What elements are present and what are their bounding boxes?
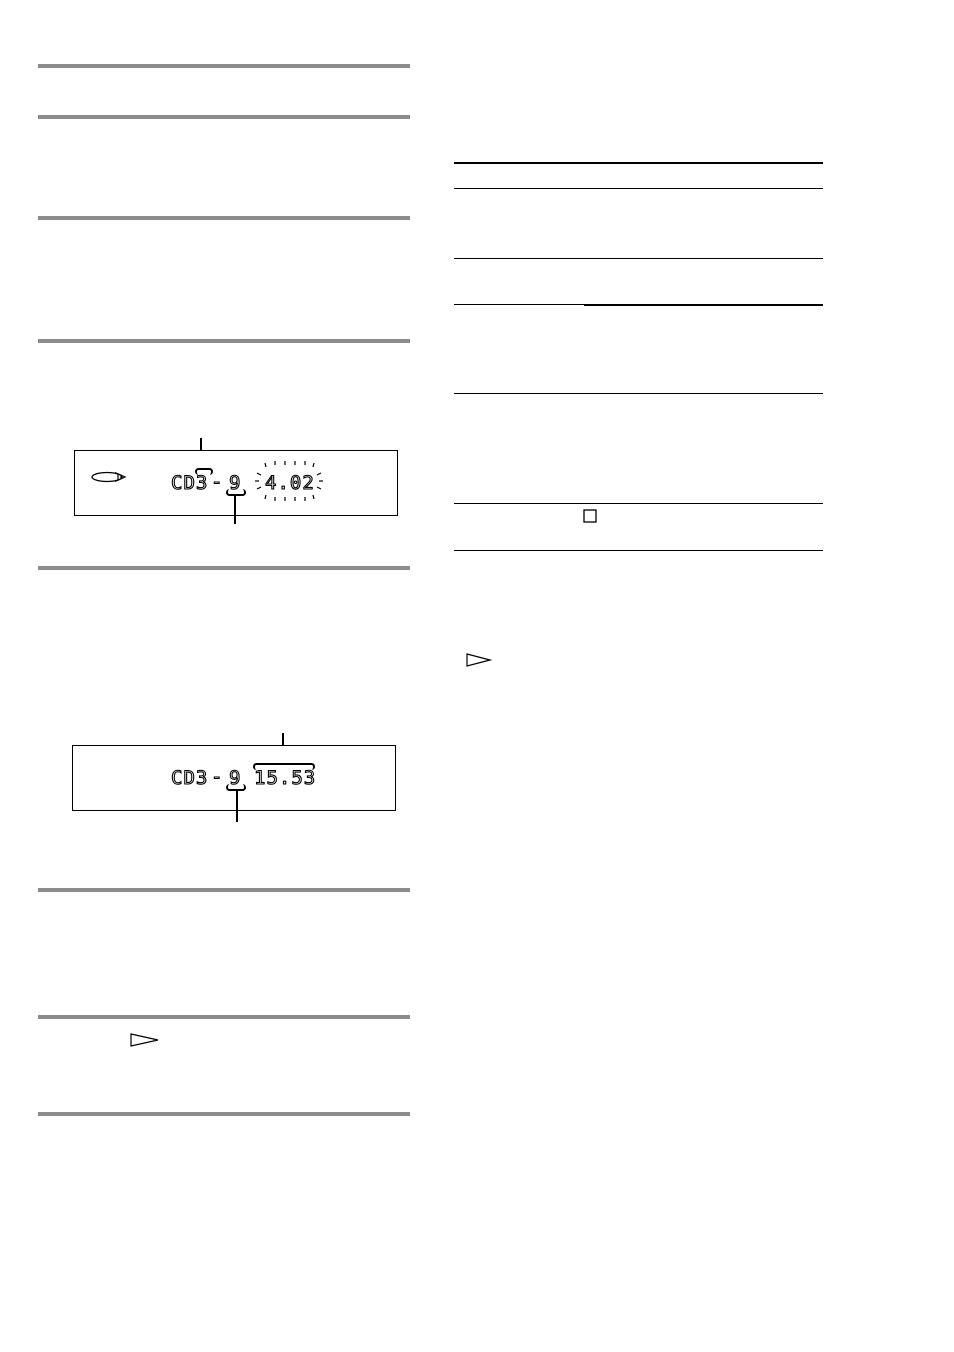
lcd-display-1	[74, 450, 398, 516]
step-divider-7	[38, 1015, 410, 1019]
track-number-bracket	[226, 489, 246, 496]
step-divider-2	[38, 115, 410, 119]
lcd2-disc-label: CD3	[171, 767, 209, 789]
step-divider-1	[38, 64, 410, 68]
track-number-callout-line-2	[236, 790, 238, 822]
time-bracket	[253, 763, 315, 770]
step-divider-6	[38, 888, 410, 892]
blinking-indicator	[253, 459, 325, 503]
step-divider-5	[38, 566, 410, 570]
table-row-rule-3	[454, 393, 823, 394]
lcd1-disc-label: CD3	[171, 472, 209, 494]
table-row-rule-4	[454, 503, 823, 504]
table-row-rule-2b	[584, 304, 823, 306]
table-row-rule-1	[454, 258, 823, 259]
stop-square-icon	[583, 509, 597, 523]
step-divider-8	[38, 1112, 410, 1116]
lcd1-separator: -	[211, 471, 224, 493]
table-header-rule	[454, 188, 823, 189]
play-triangle-icon	[130, 1033, 160, 1047]
disc-number-bracket	[195, 468, 213, 475]
table-row-rule-2a	[454, 304, 584, 305]
table-top-rule	[454, 162, 823, 164]
table-bottom-rule	[454, 550, 823, 551]
lcd1-track-number: 9	[229, 472, 242, 494]
step-divider-3	[38, 216, 410, 220]
lcd1-elapsed-time: 4.02	[265, 472, 315, 494]
lcd2-total-time: 15.53	[254, 767, 317, 789]
lcd2-track-number: 9	[229, 767, 242, 789]
lcd2-separator: -	[211, 766, 224, 788]
step-divider-4	[38, 339, 410, 343]
lcd-display-2	[72, 745, 396, 811]
note-triangle-icon	[466, 653, 492, 667]
cd-disc-icon	[91, 471, 127, 483]
track-number-callout-line	[234, 494, 236, 524]
